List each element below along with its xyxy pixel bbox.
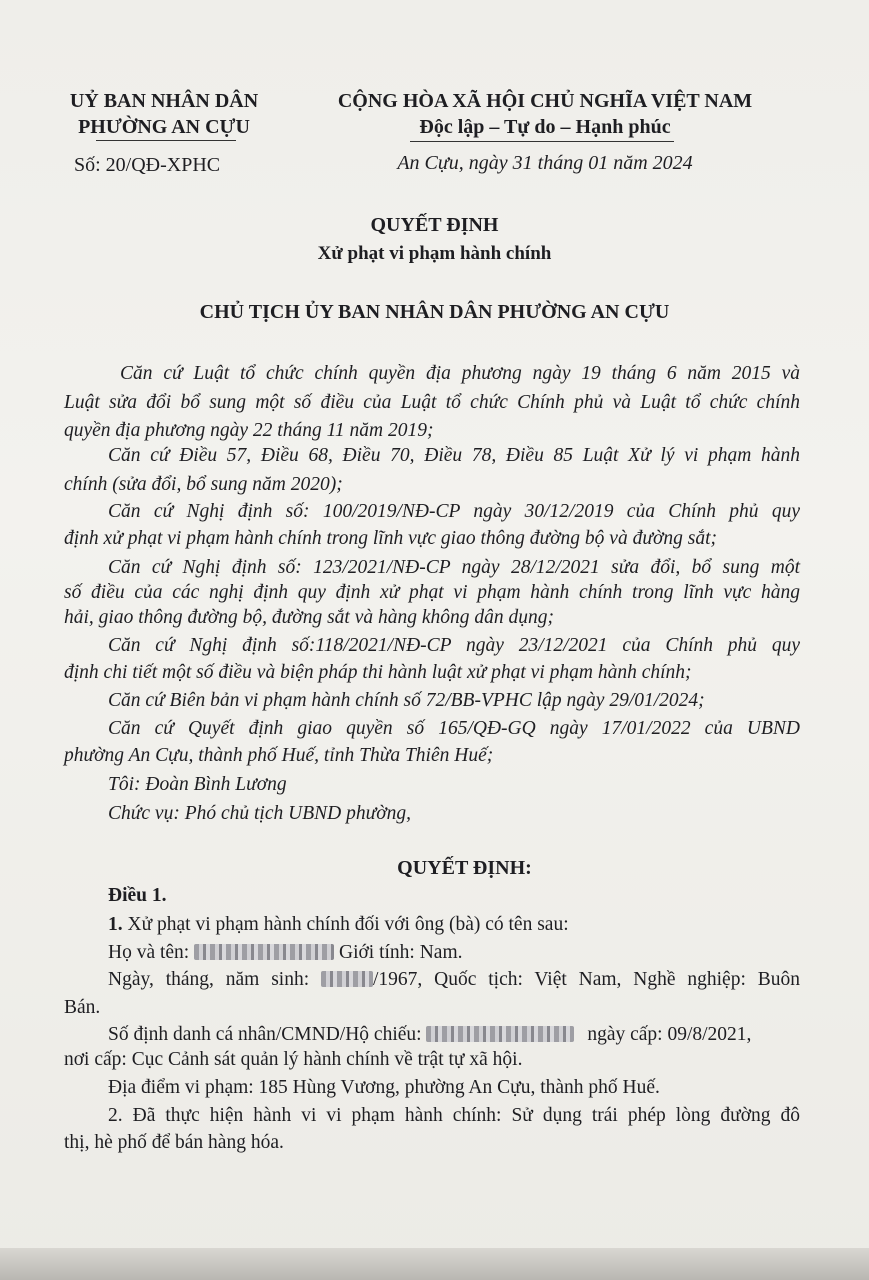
item-2-line2: thị, hè phố để bán hàng hóa. bbox=[64, 1132, 284, 1153]
preamble-line: định chi tiết một số điều và biện pháp thi hành luật xử phạt vi phạm hành chính; bbox=[64, 662, 692, 683]
dob-label: Ngày, tháng, năm sinh: bbox=[108, 969, 310, 990]
dob-continuation: Bán. bbox=[64, 997, 101, 1018]
redacted-name bbox=[194, 944, 334, 960]
preamble-line: Căn cứ Luật tổ chức chính quyền địa phương ngày 19 tháng 6 năm 2015 và bbox=[120, 363, 800, 384]
issuing-authority: CHỦ TỊCH ỦY BAN NHÂN DÂN PHƯỜNG AN CỰU bbox=[199, 301, 670, 323]
preamble-line: hải, giao thông đường bộ, đường sắt và hàng không dân dụng; bbox=[64, 607, 555, 628]
id-issue-date: ngày cấp: 09/8/2021, bbox=[587, 1024, 752, 1045]
preamble-line: Căn cứ Điều 57, Điều 68, Điều 70, Điều 78, Điều 85 Luật Xử lý vi phạm hành bbox=[108, 445, 800, 466]
preamble-line: chính (sửa đổi, bổ sung năm 2020); bbox=[64, 474, 343, 495]
national-motto: Độc lập – Tự do – Hạnh phúc bbox=[419, 116, 671, 138]
preamble-line: Căn cứ Nghị định số:118/2021/NĐ-CP ngày 23/12/2021 của Chính phủ quy bbox=[108, 635, 800, 656]
id-issue-place: nơi cấp: Cục Cảnh sát quản lý hành chính về trật tự xã hội. bbox=[64, 1049, 523, 1070]
dob-line bbox=[108, 967, 800, 992]
org-underline bbox=[96, 140, 236, 141]
name-label: Họ và tên: bbox=[108, 942, 190, 963]
document-title: QUYẾT ĐỊNH bbox=[370, 214, 499, 236]
preamble-line: Căn cứ Nghị định số: 123/2021/NĐ-CP ngày 28/12/2021 sửa đổi, bổ sung một bbox=[108, 557, 800, 578]
preamble-line: phường An Cựu, thành phố Huế, tỉnh Thừa Thiên Huế; bbox=[64, 745, 494, 766]
org-name-line1: UỶ BAN NHÂN DÂN bbox=[69, 90, 259, 112]
item-1-number: 1. bbox=[108, 914, 123, 935]
redacted-id-number bbox=[426, 1026, 574, 1042]
gender-value: Giới tính: Nam. bbox=[338, 942, 463, 963]
id-label: Số định danh cá nhân/CMND/Hộ chiếu: bbox=[108, 1024, 422, 1045]
dob-rest: /1967, Quốc tịch: Việt Nam, Nghề nghiệp: Buôn bbox=[372, 969, 800, 990]
signer-title: Chức vụ: Phó chủ tịch UBND phường, bbox=[108, 803, 412, 824]
place-date: An Cựu, ngày 31 tháng 01 năm 2024 bbox=[397, 152, 693, 174]
id-line bbox=[108, 1022, 800, 1047]
article-1-heading: Điều 1. bbox=[108, 885, 167, 906]
document-number: Số: 20/QĐ-XPHC bbox=[74, 154, 221, 176]
signer-name: Tôi: Đoàn Bình Lương bbox=[108, 774, 287, 795]
document-subtitle: Xử phạt vi phạm hành chính bbox=[317, 243, 552, 264]
preamble-line: Căn cứ Quyết định giao quyền số 165/QĐ-GQ ngày 17/01/2022 của UBND bbox=[108, 718, 800, 739]
page-bottom-shadow bbox=[0, 1248, 869, 1280]
redacted-dob bbox=[321, 971, 373, 987]
preamble-line: Luật sửa đổi bổ sung một số điều của Luật tổ chức Chính phủ và Luật tổ chức chính bbox=[64, 392, 800, 413]
item-1-text: Xử phạt vi phạm hành chính đối với ông (bà) có tên sau: bbox=[122, 914, 569, 935]
preamble-line: định xử phạt vi phạm hành chính trong lĩnh vực giao thông đường bộ và đường sắt; bbox=[64, 528, 717, 549]
item-2-line1: 2. Đã thực hiện hành vi vi phạm hành chính: Sử dụng trái phép lòng đường đô bbox=[108, 1105, 800, 1126]
preamble-line: Căn cứ Nghị định số: 100/2019/NĐ-CP ngày 30/12/2019 của Chính phủ quy bbox=[108, 501, 800, 522]
motto-underline bbox=[410, 141, 674, 142]
org-name-line2: PHƯỜNG AN CỰU bbox=[78, 116, 250, 138]
violation-location: Địa điểm vi phạm: 185 Hùng Vương, phường An Cựu, thành phố Huế. bbox=[108, 1077, 660, 1098]
preamble-line: số điều của các nghị định quy định xử phạt vi phạm hành chính trong lĩnh vực hàng bbox=[64, 582, 800, 603]
preamble-line: quyền địa phương ngày 22 tháng 11 năm 2019; bbox=[64, 420, 434, 441]
name-line bbox=[108, 940, 818, 965]
country-name: CỘNG HÒA XÃ HỘI CHỦ NGHĨA VIỆT NAM bbox=[337, 90, 753, 112]
preamble-line: Căn cứ Biên bản vi phạm hành chính số 72/BB-VPHC lập ngày 29/01/2024; bbox=[108, 690, 705, 711]
decision-heading: QUYẾT ĐỊNH: bbox=[397, 857, 532, 879]
item-1 bbox=[108, 912, 818, 937]
